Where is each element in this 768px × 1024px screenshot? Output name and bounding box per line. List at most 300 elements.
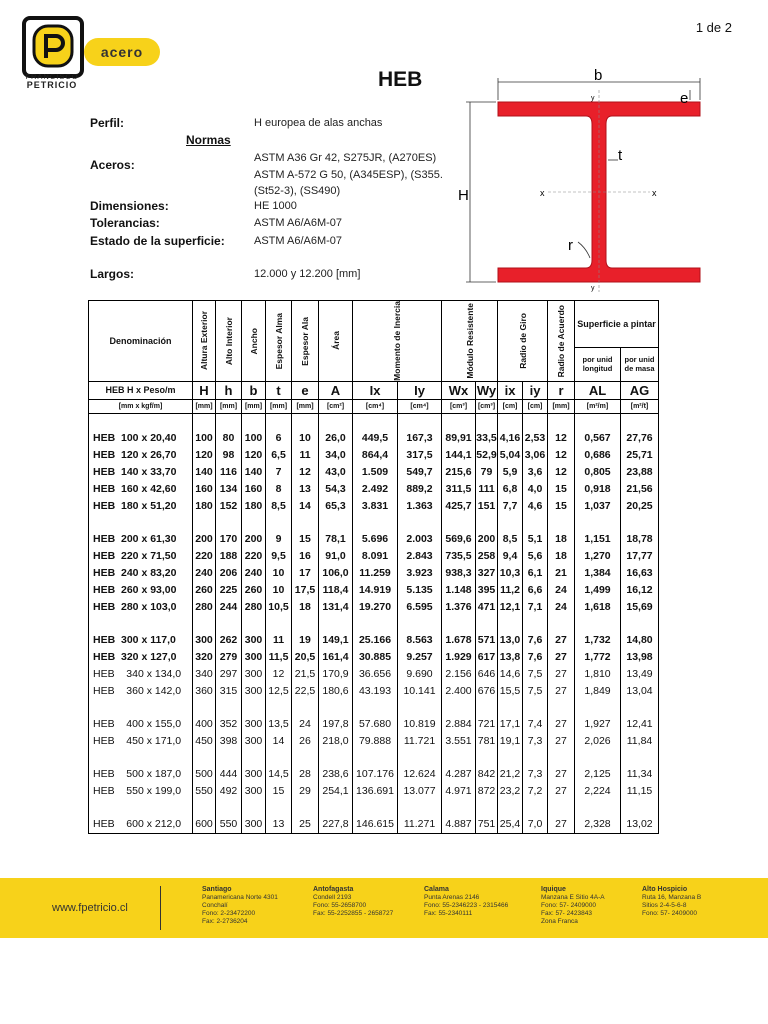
table-cell: 300 xyxy=(242,683,266,700)
table-cell: 15,69 xyxy=(621,599,659,616)
table-cell: 300 xyxy=(242,733,266,750)
table-cell: 300 xyxy=(242,666,266,683)
table-row xyxy=(89,548,659,565)
table-cell: 220 xyxy=(193,548,216,565)
table-cell: 43,0 xyxy=(319,464,353,481)
table-cell: 12 xyxy=(292,464,319,481)
table-cell: 13,5 xyxy=(266,716,292,733)
table-cell: 13,8 xyxy=(498,649,523,666)
table-cell: 9.690 xyxy=(398,666,442,683)
table-cell: 19.270 xyxy=(353,599,398,616)
table-cell: 1,270 xyxy=(575,548,621,565)
table-cell: 11,2 xyxy=(498,582,523,599)
table-cell: 14,6 xyxy=(498,666,523,683)
symbol-cell: r xyxy=(548,381,575,399)
table-cell: 107.176 xyxy=(353,766,398,783)
table-cell: 27 xyxy=(548,632,575,649)
table-cell: 600 xyxy=(193,816,216,834)
table-cell: 5,04 xyxy=(498,447,523,464)
table-cell: 260 xyxy=(193,582,216,599)
label-t: t xyxy=(618,147,623,164)
table-cell: 7,0 xyxy=(523,816,548,834)
table-cell: 2,328 xyxy=(575,816,621,834)
table-cell: 2.156 xyxy=(442,666,476,683)
table-cell: 3,6 xyxy=(523,464,548,481)
label-y-bottom: y xyxy=(591,285,595,292)
col-espesor-ala: Espesor Ala xyxy=(300,316,310,366)
office-block xyxy=(202,886,278,926)
table-cell: 2.400 xyxy=(442,683,476,700)
table-cell: 258 xyxy=(476,548,498,565)
table-cell: 144,1 xyxy=(442,447,476,464)
table-cell: 12 xyxy=(266,666,292,683)
label-x-left: x xyxy=(540,188,545,198)
table-cell: 425,7 xyxy=(442,498,476,515)
table-cell: 15 xyxy=(266,783,292,800)
table-cell: 12 xyxy=(548,464,575,481)
office-line: Fono: 57- 2409000 xyxy=(541,902,596,909)
table-cell: 889,2 xyxy=(398,481,442,498)
table-cell: 1,151 xyxy=(575,531,621,548)
table-cell: 11,84 xyxy=(621,733,659,750)
table-cell: 170 xyxy=(216,531,242,548)
table-cell: 23,88 xyxy=(621,464,659,481)
table-row xyxy=(89,447,659,464)
unit-cell: [cm] xyxy=(498,399,523,413)
spacer-row xyxy=(89,800,659,816)
table-cell: 20,5 xyxy=(292,649,319,666)
table-cell: 8 xyxy=(266,481,292,498)
table-row xyxy=(89,582,659,599)
table-cell: 617 xyxy=(476,649,498,666)
table-cell: 160 xyxy=(242,481,266,498)
office-line: Sitios 2-4-5-6-8 xyxy=(642,902,687,909)
table-cell: 9,5 xyxy=(266,548,292,565)
table-cell: 320 xyxy=(193,649,216,666)
table-cell: 327 xyxy=(476,565,498,582)
table-cell: 0,567 xyxy=(575,430,621,447)
table-cell: 25 xyxy=(292,816,319,834)
table-cell: 120 xyxy=(242,447,266,464)
table-cell: 17,1 xyxy=(498,716,523,733)
table-cell: 1,037 xyxy=(575,498,621,515)
table-cell: 14.919 xyxy=(353,582,398,599)
table-cell: 18 xyxy=(548,548,575,565)
table-cell: 21 xyxy=(548,565,575,582)
table-row xyxy=(89,766,659,783)
table-cell: 751 xyxy=(476,816,498,834)
table-cell: 244 xyxy=(216,599,242,616)
symbol-cell: t xyxy=(266,381,292,399)
table-cell: 6,8 xyxy=(498,481,523,498)
table-cell: 360 xyxy=(193,683,216,700)
table-cell: 2,125 xyxy=(575,766,621,783)
table-cell: 111 xyxy=(476,481,498,498)
table-cell: 398 xyxy=(216,733,242,750)
table-row xyxy=(89,783,659,800)
table-row xyxy=(89,632,659,649)
table-cell: 735,5 xyxy=(442,548,476,565)
estado-value: ASTM A6/A6M-07 xyxy=(254,235,343,247)
table-cell: 100 xyxy=(242,430,266,447)
table-cell: 33,5 xyxy=(476,430,498,447)
table-cell: 12,41 xyxy=(621,716,659,733)
table-cell: 18 xyxy=(292,599,319,616)
symbol-cell: Iy xyxy=(398,381,442,399)
table-cell: 9,4 xyxy=(498,548,523,565)
row-denominacion: HEB 160 x 42,60 xyxy=(89,481,193,498)
table-cell: 22,5 xyxy=(292,683,319,700)
table-cell: 1.929 xyxy=(442,649,476,666)
table-cell: 550 xyxy=(193,783,216,800)
office-block xyxy=(424,886,508,918)
office-line: Manzana E Sitio 4A-A xyxy=(541,894,605,901)
table-cell: 400 xyxy=(193,716,216,733)
table-cell: 26,0 xyxy=(319,430,353,447)
table-row xyxy=(89,666,659,683)
table-cell: 315 xyxy=(216,683,242,700)
table-cell: 676 xyxy=(476,683,498,700)
table-cell: 9.257 xyxy=(398,649,442,666)
table-cell: 842 xyxy=(476,766,498,783)
symbol-cell: h xyxy=(216,381,242,399)
table-cell: 1.148 xyxy=(442,582,476,599)
table-cell: 30.885 xyxy=(353,649,398,666)
office-line: Conchalí xyxy=(202,902,228,909)
table-cell: 10.819 xyxy=(398,716,442,733)
col-radio-acuerdo: Radio de Acuerdo xyxy=(556,304,566,378)
table-cell: 6,6 xyxy=(523,582,548,599)
table-cell: 78,1 xyxy=(319,531,353,548)
table-cell: 3.551 xyxy=(442,733,476,750)
table-cell: 27 xyxy=(548,716,575,733)
table-cell: 1,732 xyxy=(575,632,621,649)
unit-cell: [mm] xyxy=(292,399,319,413)
table-cell: 280 xyxy=(193,599,216,616)
table-cell: 7,3 xyxy=(523,766,548,783)
table-cell: 160 xyxy=(193,481,216,498)
table-cell: 167,3 xyxy=(398,430,442,447)
table-cell: 27,76 xyxy=(621,430,659,447)
office-line: Fono: 2-23472200 xyxy=(202,910,256,917)
table-cell: 311,5 xyxy=(442,481,476,498)
table-cell: 13.077 xyxy=(398,783,442,800)
table-cell: 18 xyxy=(548,531,575,548)
spacer-row xyxy=(89,616,659,632)
label-y-top: y xyxy=(591,95,595,102)
company-logo xyxy=(22,16,84,78)
table-cell: 27 xyxy=(548,683,575,700)
row-denominacion: HEB 450 x 171,0 xyxy=(89,733,193,750)
perfil-value: H europea de alas anchas xyxy=(254,117,383,129)
table-cell: 19,1 xyxy=(498,733,523,750)
sym-row-label: HEB H x Peso/m xyxy=(89,381,193,399)
office-line: Fax: 2-2736204 xyxy=(202,918,248,925)
table-cell: 215,6 xyxy=(442,464,476,481)
symbol-cell: H xyxy=(193,381,216,399)
page-number: 1 de 2 xyxy=(695,20,732,35)
table-cell: 7,5 xyxy=(523,666,548,683)
office-city: Santiago xyxy=(202,886,232,893)
row-denominacion: HEB 600 x 212,0 xyxy=(89,816,193,834)
table-row xyxy=(89,498,659,515)
table-cell: 131,4 xyxy=(319,599,353,616)
table-cell: 188 xyxy=(216,548,242,565)
largos-label: Largos: xyxy=(90,267,135,281)
table-row xyxy=(89,565,659,582)
col-por-masa: por unid de masa xyxy=(621,347,659,381)
aceros-value-3: (St52-3), (SS490) xyxy=(254,185,341,197)
table-cell: 1.509 xyxy=(353,464,398,481)
unit-cell: [cm³] xyxy=(442,399,476,413)
table-cell: 180 xyxy=(242,498,266,515)
table-cell: 240 xyxy=(193,565,216,582)
table-cell: 5,1 xyxy=(523,531,548,548)
office-block xyxy=(541,886,605,926)
table-cell: 12.624 xyxy=(398,766,442,783)
office-line: Fax: 55-2252855 - 2658727 xyxy=(313,910,394,917)
table-cell: 2.003 xyxy=(398,531,442,548)
table-cell: 28 xyxy=(292,766,319,783)
table-cell: 2.884 xyxy=(442,716,476,733)
table-cell: 260 xyxy=(242,582,266,599)
estado-label: Estado de la superficie: xyxy=(90,234,225,248)
table-cell: 161,4 xyxy=(319,649,353,666)
table-cell: 2,53 xyxy=(523,430,548,447)
beam-section xyxy=(498,90,700,292)
table-cell: 8.563 xyxy=(398,632,442,649)
table-cell: 21,5 xyxy=(292,666,319,683)
table-cell: 17 xyxy=(292,565,319,582)
table-cell: 16,12 xyxy=(621,582,659,599)
table-cell: 180,6 xyxy=(319,683,353,700)
table-cell: 938,3 xyxy=(442,565,476,582)
table-cell: 116 xyxy=(216,464,242,481)
unit-cell: [mm] xyxy=(193,399,216,413)
table-cell: 6,5 xyxy=(266,447,292,464)
table-cell: 11.259 xyxy=(353,565,398,582)
col-modulo: Módulo Resistente xyxy=(464,303,475,379)
table-cell: 12,5 xyxy=(266,683,292,700)
table-cell: 14 xyxy=(266,733,292,750)
table-cell: 9 xyxy=(266,531,292,548)
table-cell: 20,25 xyxy=(621,498,659,515)
table-cell: 7,3 xyxy=(523,733,548,750)
label-h: H xyxy=(458,187,469,204)
office-line: Condell 2193 xyxy=(313,894,352,901)
table-cell: 14,5 xyxy=(266,766,292,783)
table-cell: 2,224 xyxy=(575,783,621,800)
table-cell: 36.656 xyxy=(353,666,398,683)
table-cell: 5.135 xyxy=(398,582,442,599)
office-city: Calama xyxy=(424,886,449,893)
table-cell: 120 xyxy=(193,447,216,464)
col-ancho: Ancho xyxy=(248,327,259,355)
table-cell: 100 xyxy=(193,430,216,447)
table-cell: 12,1 xyxy=(498,599,523,616)
table-cell: 17,5 xyxy=(292,582,319,599)
unit-cell: [cm²] xyxy=(319,399,353,413)
table-cell: 7,7 xyxy=(498,498,523,515)
row-denominacion: HEB 360 x 142,0 xyxy=(89,683,193,700)
table-cell: 500 xyxy=(193,766,216,783)
row-denominacion: HEB 550 x 199,0 xyxy=(89,783,193,800)
row-denominacion: HEB 260 x 93,00 xyxy=(89,582,193,599)
row-denominacion: HEB 180 x 51,20 xyxy=(89,498,193,515)
table-cell: 13,98 xyxy=(621,649,659,666)
table-cell: 721 xyxy=(476,716,498,733)
table-cell: 15 xyxy=(548,481,575,498)
table-cell: 206 xyxy=(216,565,242,582)
table-cell: 16 xyxy=(292,548,319,565)
table-cell: 3.923 xyxy=(398,565,442,582)
office-line: Fono: 55-2346223 - 2315466 xyxy=(424,902,509,909)
table-cell: 29 xyxy=(292,783,319,800)
table-row xyxy=(89,649,659,666)
symbol-cell: AG xyxy=(621,381,659,399)
symbol-cell: A xyxy=(319,381,353,399)
unit-cell: [mm] xyxy=(242,399,266,413)
table-cell: 21,2 xyxy=(498,766,523,783)
company-name-line2: PETRICIO xyxy=(26,80,78,90)
row-denominacion: HEB 200 x 61,30 xyxy=(89,531,193,548)
office-line: Zona Franca xyxy=(541,918,578,925)
tolerancias-value: ASTM A6/A6M-07 xyxy=(254,217,343,229)
table-cell: 25,71 xyxy=(621,447,659,464)
office-line: Punta Arenas 2146 xyxy=(424,894,480,901)
table-cell: 317,5 xyxy=(398,447,442,464)
table-cell: 3.831 xyxy=(353,498,398,515)
table-cell: 1.363 xyxy=(398,498,442,515)
table-cell: 80 xyxy=(216,430,242,447)
table-cell: 98 xyxy=(216,447,242,464)
symbol-cell: iy xyxy=(523,381,548,399)
table-cell: 8,5 xyxy=(266,498,292,515)
table-cell: 170,9 xyxy=(319,666,353,683)
table-cell: 11,5 xyxy=(266,649,292,666)
table-cell: 118,4 xyxy=(319,582,353,599)
table-cell: 15 xyxy=(292,531,319,548)
website-link[interactable]: www.fpetricio.cl xyxy=(52,902,128,914)
table-cell: 549,7 xyxy=(398,464,442,481)
row-denominacion: HEB 500 x 187,0 xyxy=(89,766,193,783)
office-block xyxy=(313,886,393,918)
table-cell: 140 xyxy=(193,464,216,481)
table-cell: 0,805 xyxy=(575,464,621,481)
table-cell: 781 xyxy=(476,733,498,750)
table-cell: 1,618 xyxy=(575,599,621,616)
table-cell: 6,1 xyxy=(523,565,548,582)
table-cell: 52,9 xyxy=(476,447,498,464)
symbol-cell: Wx xyxy=(442,381,476,399)
spacer-row xyxy=(89,515,659,531)
unit-cell: [m²/m] xyxy=(575,399,621,413)
table-cell: 7,4 xyxy=(523,716,548,733)
table-cell: 0,918 xyxy=(575,481,621,498)
table-cell: 7,6 xyxy=(523,649,548,666)
table-cell: 11.721 xyxy=(398,733,442,750)
table-cell: 151 xyxy=(476,498,498,515)
table-row xyxy=(89,531,659,548)
table-cell: 254,1 xyxy=(319,783,353,800)
table-cell: 1,927 xyxy=(575,716,621,733)
table-cell: 4,0 xyxy=(523,481,548,498)
table-cell: 12 xyxy=(548,447,575,464)
table-row xyxy=(89,599,659,616)
table-cell: 872 xyxy=(476,783,498,800)
table-cell: 1.376 xyxy=(442,599,476,616)
normas-heading: Normas xyxy=(186,133,231,147)
page-title: HEB xyxy=(378,68,423,91)
table-cell: 12 xyxy=(548,430,575,447)
table-cell: 1,499 xyxy=(575,582,621,599)
table-cell: 1,849 xyxy=(575,683,621,700)
row-denominacion: HEB 220 x 71,50 xyxy=(89,548,193,565)
table-cell: 450 xyxy=(193,733,216,750)
table-cell: 7,1 xyxy=(523,599,548,616)
row-denominacion: HEB 340 x 134,0 xyxy=(89,666,193,683)
table-cell: 340 xyxy=(193,666,216,683)
table-cell: 140 xyxy=(242,464,266,481)
table-cell: 300 xyxy=(242,649,266,666)
dimensiones-label: Dimensiones: xyxy=(90,199,169,213)
office-line: Fax: 55-2340111 xyxy=(424,910,473,917)
table-cell: 4.887 xyxy=(442,816,476,834)
row-denominacion: HEB 400 x 155,0 xyxy=(89,716,193,733)
table-cell: 26 xyxy=(292,733,319,750)
aceros-label: Aceros: xyxy=(90,158,135,172)
table-row xyxy=(89,683,659,700)
table-cell: 14 xyxy=(292,498,319,515)
table-cell: 7,6 xyxy=(523,632,548,649)
table-cell: 54,3 xyxy=(319,481,353,498)
table-cell: 11,34 xyxy=(621,766,659,783)
acero-badge: acero xyxy=(84,38,160,66)
table-cell: 13 xyxy=(266,816,292,834)
label-e: e xyxy=(680,90,689,107)
symbol-cell: e xyxy=(292,381,319,399)
row-denominacion: HEB 120 x 26,70 xyxy=(89,447,193,464)
table-cell: 13,0 xyxy=(498,632,523,649)
table-cell: 27 xyxy=(548,783,575,800)
dimensiones-value: HE 1000 xyxy=(254,200,297,212)
table-row xyxy=(89,481,659,498)
table-cell: 91,0 xyxy=(319,548,353,565)
table-cell: 4.971 xyxy=(442,783,476,800)
office-block xyxy=(642,886,701,918)
table-cell: 13,02 xyxy=(621,816,659,834)
label-r: r xyxy=(568,237,573,254)
table-cell: 6.595 xyxy=(398,599,442,616)
table-cell: 3,06 xyxy=(523,447,548,464)
table-cell: 569,6 xyxy=(442,531,476,548)
table-cell: 19 xyxy=(292,632,319,649)
table-cell: 4,6 xyxy=(523,498,548,515)
table-cell: 24 xyxy=(292,716,319,733)
table-cell: 27 xyxy=(548,666,575,683)
unit-cell: [mm] xyxy=(548,399,575,413)
table-cell: 152 xyxy=(216,498,242,515)
row-denominacion: HEB 100 x 20,40 xyxy=(89,430,193,447)
table-cell: 300 xyxy=(242,716,266,733)
unit-cell: [cm] xyxy=(523,399,548,413)
table-cell: 1,810 xyxy=(575,666,621,683)
table-cell: 225 xyxy=(216,582,242,599)
row-denominacion: HEB 300 x 117,0 xyxy=(89,632,193,649)
symbol-cell: ix xyxy=(498,381,523,399)
table-cell: 218,0 xyxy=(319,733,353,750)
table-cell: 8.091 xyxy=(353,548,398,565)
